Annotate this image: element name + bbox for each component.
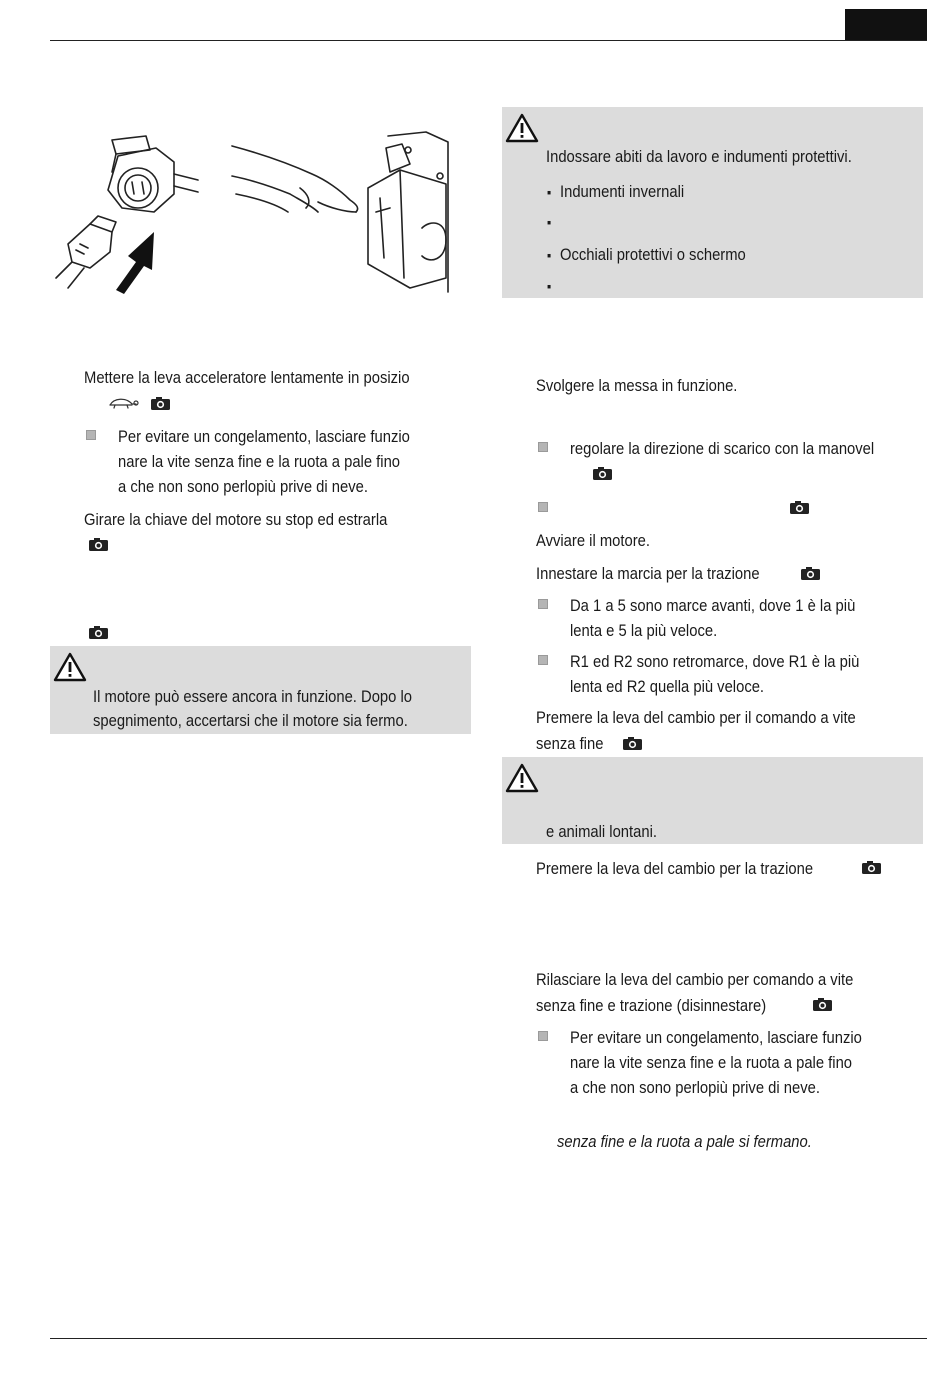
list-bullet: ▪ — [547, 214, 552, 230]
footer-rule — [50, 1338, 927, 1339]
list-bullet: ▪ — [547, 278, 552, 294]
protective-item-1: Indumenti invernali — [560, 182, 685, 201]
camera-icon — [800, 566, 821, 581]
bullet-freeze-line-3: a che non sono perlopiù prive di neve. — [118, 477, 368, 496]
bullet-gears-reverse-line-2: lenta ed R2 quella più veloce. — [570, 677, 765, 696]
list-bullet: ▪ — [547, 184, 552, 200]
note-auger-stops: senza fine e la ruota a pale si fermano. — [557, 1132, 812, 1151]
bullet-gears-forward-line-1: Da 1 a 5 sono marce avanti, dove 1 è la più — [570, 596, 856, 615]
bullet-freeze-right-line-2: nare la vite senza fine e la ruota a pale fino — [570, 1053, 853, 1072]
warning-triangle-icon — [505, 113, 539, 143]
camera-icon — [592, 466, 613, 481]
camera-icon — [789, 500, 810, 515]
warning-triangle-icon — [505, 763, 539, 793]
bullet-freeze-line-2: nare la vite senza fine e la ruota a pale fino — [118, 452, 401, 471]
step-release-line-2: senza fine e trazione (disinnestare) — [536, 996, 767, 1015]
warning-keep-away-text: e animali lontani. — [546, 822, 657, 841]
page-number-tab — [845, 9, 927, 40]
bullet-gears-reverse-line-1: R1 ed R2 sono retromarce, dove R1 è la più — [570, 652, 860, 671]
header-rule — [50, 40, 927, 41]
square-bullet-icon — [538, 1031, 548, 1041]
warning-engine-line-2: spegnimento, accertarsi che il motore sia fermo. — [93, 711, 408, 730]
bullet-freeze-right-line-3: a che non sono perlopiù prive di neve. — [570, 1078, 820, 1097]
warning-engine-line-1: Il motore può essere ancora in funzione. Dopo lo — [93, 687, 413, 706]
square-bullet-icon — [538, 442, 548, 452]
square-bullet-icon — [538, 502, 548, 512]
bullet-direction: regolare la direzione di scarico con la manovel — [570, 439, 875, 458]
step-start-engine: Avviare il motore. — [536, 531, 650, 550]
square-bullet-icon — [538, 655, 548, 665]
warning-protective-intro: Indossare abiti da lavoro e indumenti protettivi. — [546, 147, 852, 166]
camera-icon — [88, 537, 109, 552]
step-auger-lever-line-1: Premere la leva del cambio per il comando a vite — [536, 708, 856, 727]
step-start-operation: Svolgere la messa in funzione. — [536, 376, 738, 395]
turtle-slow-icon — [106, 395, 140, 411]
camera-icon — [150, 396, 171, 411]
step-throttle-slow: Mettere la leva acceleratore lentamente in posizio — [84, 368, 410, 387]
step-auger-lever-line-2: senza fine — [536, 734, 604, 753]
camera-icon — [88, 625, 109, 640]
illustration-plug-and-starter — [50, 128, 450, 298]
list-bullet: ▪ — [547, 247, 552, 263]
bullet-gears-forward-line-2: lenta e 5 la più veloce. — [570, 621, 718, 640]
bullet-freeze-line-1: Per evitare un congelamento, lasciare funzio — [118, 427, 410, 446]
camera-icon — [861, 860, 882, 875]
step-release-line-1: Rilasciare la leva del cambio per comando a vite — [536, 970, 854, 989]
camera-icon — [622, 736, 643, 751]
step-engine-key-stop: Girare la chiave del motore su stop ed estrarla — [84, 510, 388, 529]
warning-triangle-icon — [53, 652, 87, 682]
camera-icon — [812, 997, 833, 1012]
step-traction-lever: Premere la leva del cambio per la trazione — [536, 859, 814, 878]
protective-item-3: Occhiali protettivi o schermo — [560, 245, 746, 264]
bullet-freeze-right-line-1: Per evitare un congelamento, lasciare funzio — [570, 1028, 862, 1047]
square-bullet-icon — [86, 430, 96, 440]
square-bullet-icon — [538, 599, 548, 609]
step-engage-gear: Innestare la marcia per la trazione — [536, 564, 760, 583]
